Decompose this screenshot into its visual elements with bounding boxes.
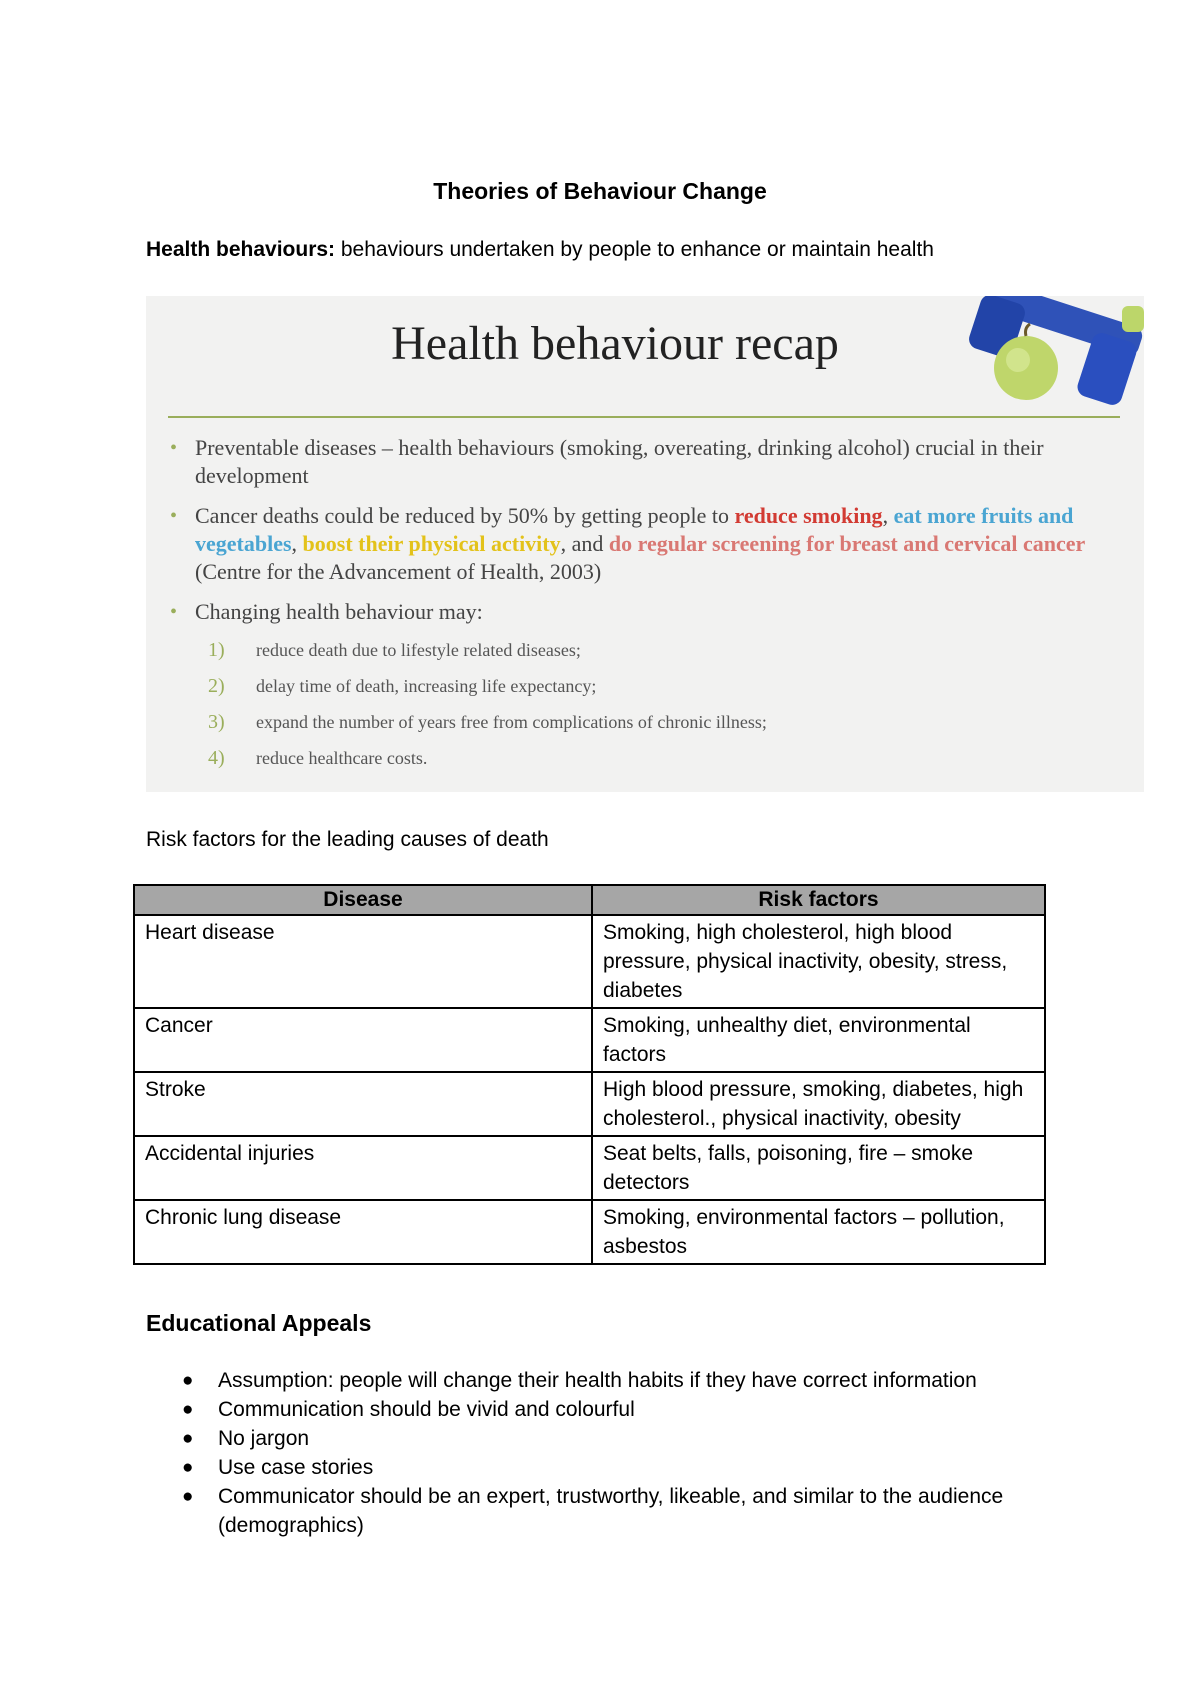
table-row [134,1008,1045,1072]
list-item-text: Communicator should be an expert, trustworthy, likeable, and similar to the audience (demographics) [218,1485,1004,1537]
highlight-eat-more-fruits: eat more fruits and vegetables [195,503,1074,556]
list-item-text: Communication should be vivid and colourful [218,1398,635,1421]
slide-bullet-text: , [291,531,303,556]
item-number: 1) [208,639,225,661]
item-number: 3) [208,711,225,733]
highlight-screening: do regular screening for breast and cervical cancer [608,531,1086,556]
risk-factors-table [133,884,1046,1265]
item-text: reduce death due to lifestyle related diseases; [256,640,581,660]
bullet-icon: ● [182,1457,194,1478]
list-item-text: Use case stories [218,1456,374,1479]
slide-numbered-list [166,638,1126,782]
slide-image [146,296,1144,792]
table-row [134,1136,1045,1200]
bullet-dot-icon: • [170,505,178,527]
column-header-disease: Disease [134,885,592,915]
slide-bullet-list [166,434,1126,782]
item-text: expand the number of years free from complications of chronic illness; [256,712,767,732]
slide-bullet-text: Preventable diseases – health behaviours (smoking, overeating, drinking alcohol) crucial in their development [195,435,1044,488]
slide-bullet-text: , and [560,531,609,556]
bullet-dot-icon: • [170,601,178,623]
bullet-icon: ● [182,1399,194,1420]
risk-factors-cell: Smoking, unhealthy diet, environmental factors [592,1008,1045,1072]
list-item [146,1453,1066,1482]
list-item [146,1482,1066,1540]
list-item [146,1366,1066,1395]
definition-term: Health behaviours: [146,238,336,261]
slide-bullet-citation: (Centre for the Advancement of Health, 2003) [195,559,602,584]
document-title: Theories of Behaviour Change [433,178,767,204]
disease-cell: Cancer [134,1008,592,1072]
risk-factors-cell: High blood pressure, smoking, diabetes, high cholesterol., physical inactivity, obesity [592,1072,1045,1136]
item-number: 4) [208,747,225,769]
highlight-reduce-smoking: reduce smoking [734,503,883,528]
table-row [134,1072,1045,1136]
list-item [146,1424,1066,1453]
table-row [134,915,1045,1008]
slide-bullet-text: Changing health behaviour may: [195,599,483,624]
bullet-icon: ● [182,1428,194,1449]
item-text: delay time of death, increasing life expectancy; [256,676,597,696]
table-header-row [134,885,1045,915]
disease-cell: Stroke [134,1072,592,1136]
risk-factors-cell: Smoking, environmental factors – pollution, asbestos [592,1200,1045,1264]
slide-bullet-text: Cancer deaths could be reduced by 50% by getting people to [195,503,735,528]
item-number: 2) [208,675,225,697]
table-row [134,1200,1045,1264]
bullet-icon: ● [182,1370,194,1391]
slide-bullet [166,502,1126,586]
bullet-dot-icon: • [170,437,178,459]
numbered-item [166,674,1126,710]
educational-appeals-list [146,1366,1066,1540]
slide-divider [168,416,1120,418]
list-item-text: Assumption: people will change their health habits if they have correct information [218,1369,977,1392]
bullet-icon: ● [182,1486,194,1507]
disease-cell: Accidental injuries [134,1136,592,1200]
numbered-item [166,746,1126,782]
list-item-text: No jargon [218,1427,310,1450]
definition-text: behaviours undertaken by people to enhance or maintain health [335,238,934,261]
risk-table-caption: Risk factors for the leading causes of death [146,828,549,851]
educational-appeals-heading: Educational Appeals [146,1310,372,1336]
dumbbell-apple-icon [964,296,1144,406]
disease-cell: Chronic lung disease [134,1200,592,1264]
health-behaviours-definition [146,238,934,262]
slide-bullet [166,598,1126,626]
slide-bullet [166,434,1126,490]
risk-factors-cell: Seat belts, falls, poisoning, fire – smoke detectors [592,1136,1045,1200]
slide-bullet-text: , [882,503,894,528]
highlight-physical-activity: boost their physical activity [302,531,561,556]
numbered-item [166,710,1126,746]
column-header-risk-factors: Risk factors [592,885,1045,915]
list-item [146,1395,1066,1424]
slide-title: Health behaviour recap [391,317,839,370]
risk-factors-cell: Smoking, high cholesterol, high blood pressure, physical inactivity, obesity, stress, diabetes [592,915,1045,1008]
disease-cell: Heart disease [134,915,592,1008]
numbered-item [166,638,1126,674]
item-text: reduce healthcare costs. [256,748,428,768]
